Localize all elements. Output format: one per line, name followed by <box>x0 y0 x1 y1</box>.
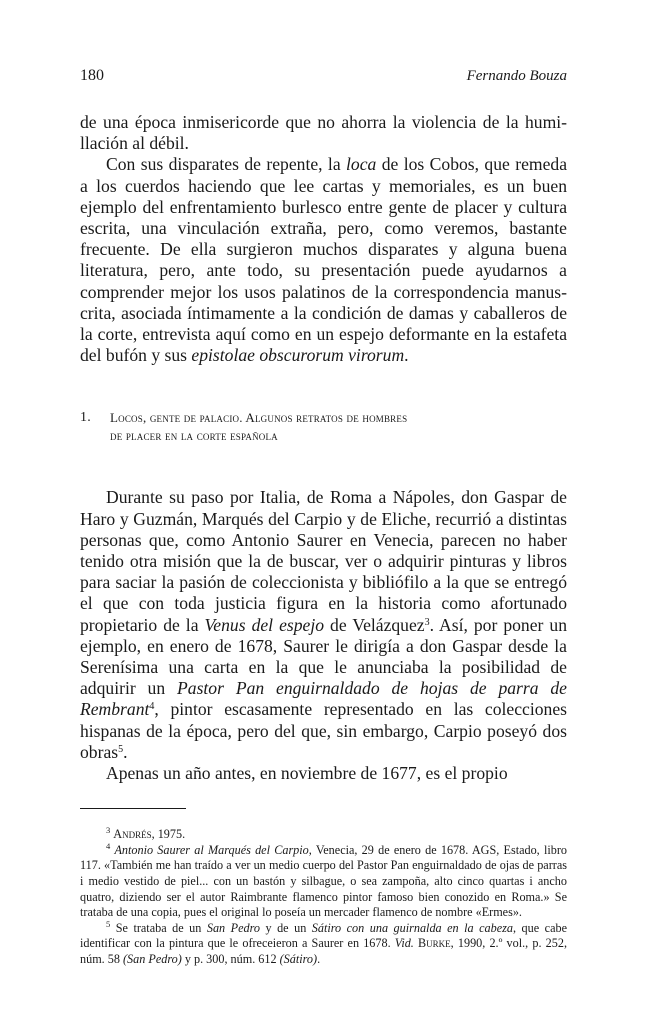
paragraph-1: de una época inmisericorde que no ahorra la violencia de la humillación al débil. <box>80 112 567 154</box>
paragraph-3: Durante su paso por Italia, de Roma a Nápoles, don Gaspar de Haro y Guzmán, Marqués del Carpio y de Eliche, recurrió a distintas personas que, como Antonio Saurer en Venecia, parecen no haber tenido otra misión que la de buscar, ver o adquirir pinturas y libros para saciar la pasión de coleccionista y bibliófilo a la que se entregó el que con toda justicia figura en la historia como afortunado propietario de la Venus del espejo de Velázquez$^3$. Así, por poner un ejemplo, en enero de 1678, Saurer le dirigía a don Gaspar desde la Serenísima una carta en la que le anunciaba la posibilidad de adquirir un Pastor Pan enguirnaldado de hojas de parra de Rembrant$^4$, pintor escasamente representado en las colecciones hispanas de la época, pero del que, sin embargo, Carpio poseyó dos obras$^5$. <box>80 487 568 762</box>
footnote-ref-4[interactable]: 4 <box>149 701 155 713</box>
section-title <box>110 409 407 445</box>
section-title-line-2: de placer en la corte española <box>110 428 278 444</box>
paragraph-2: Con sus disparates de repente, la loca de los Cobos, que remeda a los cuerdos haciendo que lee cartas y memoriales, es un buen ejemplo del enfrentamiento burlesco entre gente de placer y cultura escrita, una vinculación extraña, pero, como veremos, bastante frecuente. De ella surgieron muchos disparates y alguna buena literatura, pero, ante todo, su presentación puede ayudarnos a comprender mejor los usos palatinos de la correspondencia manuscrita, asociada íntimamente a la condición de damas y caballeros de la corte, entrevista aquí como en un espejo deformante en la estafeta del bufón y sus epistolae obscurorum virorum. <box>80 154 567 366</box>
footnote-4: $^4$ Antonio Saurer al Marqués del Carpio, Venecia, 29 de enero de 1678. AGS, Estado, libro 117. «También me han traído a ver un medio cuerpo del Pastor Pan enguirnaldado de ojas de parras i medio vestido de piel... con un bastón y silbague, o sea zampoña, alto cinco quartas i ancho quatro, diziendo ser el autor Raimbrante flamenco pintor famoso bien conozido en Roma.» Se trataba de una copia, pues el original lo poseía un mercader flamenco de nombre «Ermes». <box>80 840 567 920</box>
section-title-line-1: Locos, gente de palacio. Algunos retratos de hombres <box>110 410 408 426</box>
footnote-5: $^5$ Se trataba de un San Pedro y de un Sátiro con una guirnalda en la cabeza, que cabe identificar con la pintura que le ofreceieron a Saurer en 1678. Vid. Burke, 1990, 2.º vol., p. 252, núm. 58 (San Pedro) y p. 300, núm. 612 (Sátiro). <box>80 918 568 967</box>
paragraph-4: Apenas un año antes, en noviembre de 1677, es el propio <box>106 763 508 784</box>
book-page <box>80 66 567 968</box>
section-number: 1. <box>80 410 91 426</box>
page-number: 180 <box>80 67 104 84</box>
venus-italic: Venus del espejo <box>204 614 325 635</box>
running-head-author: Fernando Bouza <box>466 68 567 84</box>
running-header <box>80 66 567 86</box>
footnote-3: $^3$ Andrés, 1975. <box>106 825 186 842</box>
footnote-rule <box>80 808 186 809</box>
section-heading <box>80 409 567 445</box>
footnote-ref-5[interactable]: 5 <box>118 743 124 755</box>
loca-italic: loca <box>346 154 377 175</box>
footnote-ref-3[interactable]: 3 <box>424 616 430 628</box>
epistolae-italic: epistolae obscurorum virorum <box>191 345 405 366</box>
pastor-italic: Pastor Pan enguirnaldado de hojas de parra de Rembrant <box>80 678 567 720</box>
